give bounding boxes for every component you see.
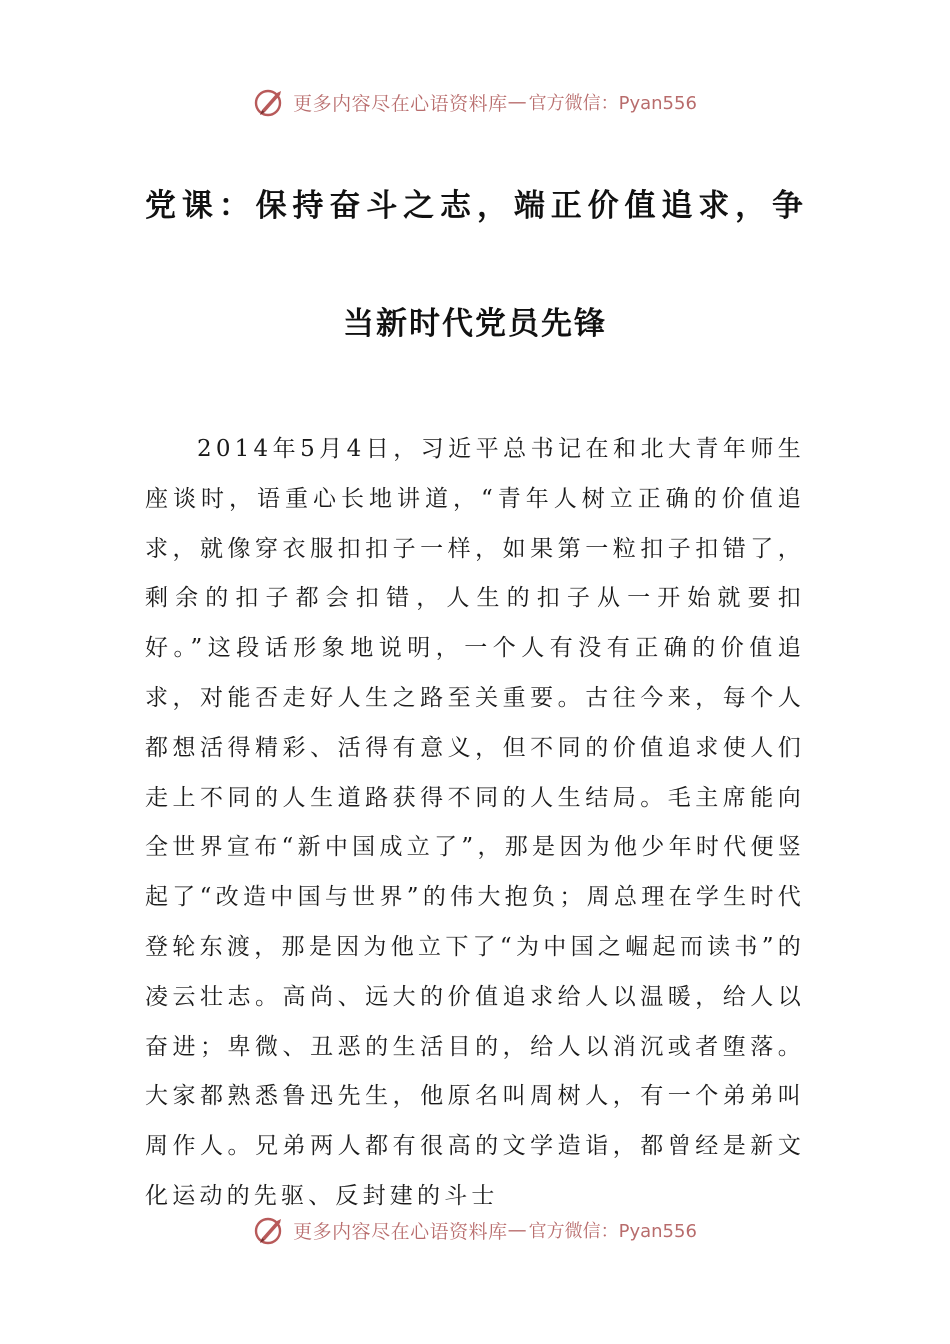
banner-separator: — [507, 91, 527, 113]
banner-text: 更多内容尽在心语资料库 [293, 1220, 508, 1243]
pen-circle-logo-icon [253, 85, 287, 119]
header-watermark-banner [0, 80, 950, 124]
banner-text: 更多内容尽在心语资料库 [293, 92, 508, 115]
pen-circle-logo-icon [253, 1213, 287, 1247]
banner-wechat: 官方微信：Pyan556 [528, 93, 697, 114]
body-paragraph: 2014年5月4日，习近平总书记在和北大青年师生座谈时，语重心长地讲道，“青年人树立正确的价值追求，就像穿衣服扣扣子一样，如果第一粒扣子扣错了，剩余的扣子都会扣错，人生的扣子从一开始就要扣好。”这段话形象地说明，一个人有没有正确的价值追求，对能否走好人生之路至关重要。古往今来，每个人都想活得精彩、活得有意义，但不同的价值追求使人们走上不同的人生道路获得不同的人生结局。毛主席能向全世界宣布“新中国成立了”，那是因为他少年时代便竖起了“改造中国与世界”的伟大抱负；周总理在学生时代登轮东渡，那是因为他立下了“为中国之崛起而读书”的凌云壮志。高尚、远大的价值追求给人以温暖，给人以奋进；卑微、丑恶的生活目的，给人以消沉或者堕落。大家都熟悉鲁迅先生，他原名叫周树人，有一个弟弟叫周作人。兄弟两人都有很高的文学造诣，都曾经是新文化运动的先驱、反封建的斗士 [145, 436, 805, 1209]
document-title-line-2: 当新时代党员先锋 [343, 306, 607, 342]
document-title-line-1: 党课：保持奋斗之志，端正价值追求，争 [145, 188, 805, 224]
footer-watermark-banner [0, 1208, 950, 1252]
banner-separator: — [507, 1219, 527, 1241]
banner-wechat: 官方微信：Pyan556 [528, 1221, 697, 1242]
